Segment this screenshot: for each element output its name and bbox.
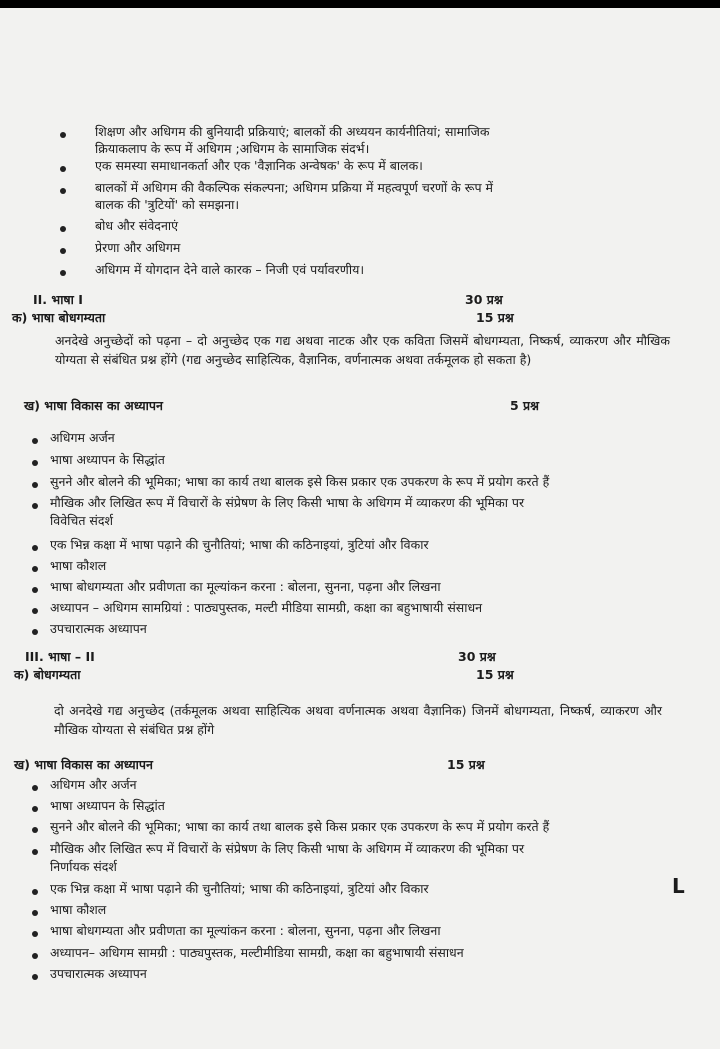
list-item-line: भाषा कौशल [50,558,107,573]
bullet-icon [32,889,38,895]
subsection-heading: ख) भाषा विकास का अध्यापन [24,398,163,413]
list-item-line: मौखिक और लिखित रूप में विचारों के संप्रेषण के लिए किसी भाषा के अधिगम में व्याकरण की भूमिका पर [50,841,525,856]
bullet-icon [32,503,38,509]
list-item-line: एक भिन्न कक्षा में भाषा पढ़ाने की चुनौतियां; भाषा की कठिनाइयां, त्रुटियां और विकार [50,881,429,896]
bullet-icon [32,827,38,833]
top-bar [0,0,720,8]
list-item-line: भाषा अध्यापन के सिद्धांत [50,798,165,813]
section-heading: III. भाषा – II [25,649,95,664]
bullet-icon [32,931,38,937]
list-item-line: उपचारात्मक अध्यापन [50,966,147,981]
bullet-icon [60,132,66,138]
list-item-line: भाषा बोधगम्यता और प्रवीणता का मूल्यांकन करना : बोलना, सुनना, पढ़ना और लिखना [50,579,441,594]
list-item-line: विवेचित संदर्श [50,513,113,528]
bullet-icon [60,166,66,172]
list-item-line: अधिगम और अर्जन [50,777,137,792]
subsection-marks: 15 प्रश्न [447,757,485,772]
list-item-line: बालक की 'त्रुटियों' को समझना। [95,197,240,212]
bullet-icon [32,806,38,812]
subsection-heading: क) बोधगम्यता [14,667,81,682]
list-item-line: एक भिन्न कक्षा में भाषा पढ़ाने की चुनौतियां; भाषा की कठिनाइयां, त्रुटियां और विकार [50,537,429,552]
passage-description: दो अनदेखे गद्य अनुच्छेद (तर्कमूलक अथवा साहित्यिक अथवा वर्णनात्मक अथवा वैज्ञानिक) जिनमें बोधगम्यता, निष्कर्ष, व्याकरण और मौखिक योग्यता से संबंधित प्रश्न होंगे [54,703,662,737]
list-item-line: सुनने और बोलने की भूमिका; भाषा का कार्य तथा बालक इसे किस प्रकार एक उपकरण के रूप में प्रयोग करते हैं [50,474,550,489]
bullet-icon [32,953,38,959]
list-item-line: शिक्षण और अधिगम की बुनियादी प्रक्रियाएं; बालकों की अध्ययन कार्यनीतियां; सामाजिक [95,124,490,139]
subsection-marks: 15 प्रश्न [476,667,514,682]
bullet-icon [32,545,38,551]
list-item-line: मौखिक और लिखित रूप में विचारों के संप्रेषण के लिए किसी भाषा के अधिगम में व्याकरण की भूमिका पर [50,495,525,510]
subsection-heading: क) भाषा बोधगम्यता [12,310,106,325]
list-item-line: एक समस्या समाधानकर्ता और एक 'वैज्ञानिक अन्वेषक' के रूप में बालक। [95,158,423,173]
margin-mark: L [672,874,685,898]
list-item-line: क्रियाकलाप के रूप में अधिगम ;अधिगम के सामाजिक संदर्भ। [95,141,370,156]
subsection-marks: 15 प्रश्न [476,310,514,325]
list-item-line: सुनने और बोलने की भूमिका; भाषा का कार्य तथा बालक इसे किस प्रकार एक उपकरण के रूप में प्रयोग करते हैं [50,819,550,834]
list-item-line: अध्यापन – अधिगम सामग्रियां : पाठ्यपुस्तक, मल्टी मीडिया सामग्री, कक्षा का बहुभाषायी संसाधन [50,600,483,615]
bullet-icon [32,785,38,791]
subsection-marks: 5 प्रश्न [510,398,539,413]
passage-description: अनदेखे अनुच्छेदों को पढ़ना – दो अनुच्छेद एक गद्य अथवा नाटक और एक कविता जिसमें बोधगम्यता, निष्कर्ष, व्याकरण और मौखिक योग्यता से संबंधित प्रश्न होंगे (गद्य अनुच्छेद साहित्यिक, वैज्ञानिक, वर्णनात्मक अथवा तर्कमूलक हो सकता है) [55,333,670,367]
list-item-line: अध्यापन– अधिगम सामग्री : पाठ्यपुस्तक, मल्टीमीडिया सामग्री, कक्षा का बहुभाषायी संसाधन [50,945,464,960]
bullet-icon [32,974,38,980]
list-item-line: भाषा बोधगम्यता और प्रवीणता का मूल्यांकन करना : बोलना, सुनना, पढ़ना और लिखना [50,923,441,938]
list-item-line: बालकों में अधिगम की वैकल्पिक संकल्पना; अधिगम प्रक्रिया में महत्वपूर्ण चरणों के रूप में [95,180,494,195]
section-heading-marks: 30 प्रश्न [465,292,503,307]
bullet-icon [32,910,38,916]
bullet-icon [60,270,66,276]
section-heading-marks: 30 प्रश्न [458,649,496,664]
subsection-heading: ख) भाषा विकास का अध्यापन [14,757,153,772]
list-item-line: भाषा कौशल [50,902,107,917]
bullet-icon [60,226,66,232]
list-item-line: निर्णायक संदर्श [50,859,117,874]
bullet-icon [32,438,38,444]
list-item-line: अधिगम अर्जन [50,430,115,445]
bullet-icon [60,248,66,254]
bullet-icon [60,188,66,194]
bullet-icon [32,629,38,635]
bullet-icon [32,482,38,488]
bullet-icon [32,460,38,466]
section-heading: II. भाषा I [33,292,83,307]
bullet-icon [32,608,38,614]
list-item-line: प्रेरणा और अधिगम [95,240,181,255]
list-item-line: भाषा अध्यापन के सिद्धांत [50,452,165,467]
list-item-line: बोध और संवेदनाएं [95,218,179,233]
bullet-icon [32,587,38,593]
list-item-line: अधिगम में योगदान देने वाले कारक – निजी एवं पर्यावरणीय। [95,262,365,277]
list-item-line: उपचारात्मक अध्यापन [50,621,147,636]
bullet-icon [32,849,38,855]
bullet-icon [32,566,38,572]
